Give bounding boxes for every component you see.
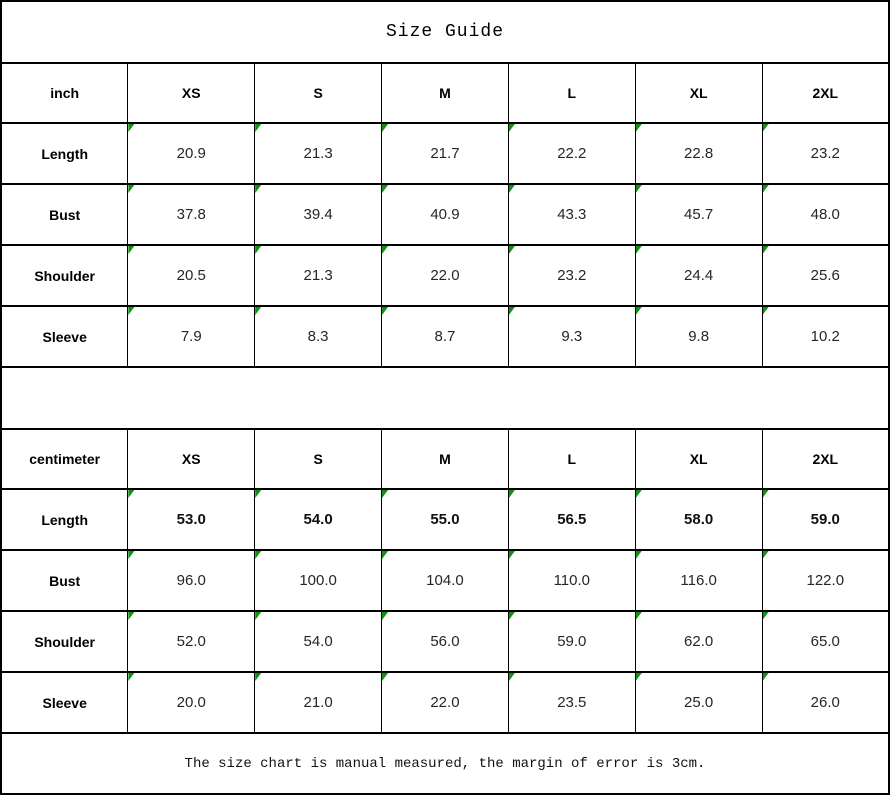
row-label: Bust [1,184,128,245]
footer-row [1,733,889,794]
size-header-l: L [508,63,635,123]
size-value-cell: 45.7 [635,184,762,245]
size-value-cell: 21.3 [255,245,382,306]
page-title: Size Guide [1,1,889,63]
row-label: Bust [1,550,128,611]
spacer-cell [1,367,889,429]
row-label: Shoulder [1,611,128,672]
table-row-cm-shoulder [1,611,889,672]
size-value-cell: 22.2 [508,123,635,184]
size-value-cell: 9.3 [508,306,635,367]
size-value-cell: 62.0 [635,611,762,672]
size-value-cell: 48.0 [762,184,889,245]
size-value-cell: 21.0 [255,672,382,733]
size-value-cell: 10.2 [762,306,889,367]
size-header-m: M [382,63,509,123]
size-value-cell: 100.0 [255,550,382,611]
title-row [1,1,889,63]
size-value-cell: 55.0 [382,489,509,550]
size-value-cell: 23.2 [762,123,889,184]
size-value-cell: 59.0 [762,489,889,550]
size-value-cell: 54.0 [255,489,382,550]
size-value-cell: 24.4 [635,245,762,306]
size-value-cell: 110.0 [508,550,635,611]
table-row-cm-length [1,489,889,550]
unit-header-inch: inch [1,63,128,123]
size-value-cell: 25.6 [762,245,889,306]
size-value-cell: 58.0 [635,489,762,550]
size-header-xs: XS [128,63,255,123]
size-value-cell: 20.5 [128,245,255,306]
size-value-cell: 21.3 [255,123,382,184]
size-value-cell: 22.8 [635,123,762,184]
size-header-2xl: 2XL [762,429,889,489]
size-value-cell: 9.8 [635,306,762,367]
table-row-inch-bust [1,184,889,245]
spacer-row [1,367,889,429]
size-value-cell: 43.3 [508,184,635,245]
size-header-m: M [382,429,509,489]
size-header-s: S [255,63,382,123]
size-value-cell: 52.0 [128,611,255,672]
size-value-cell: 104.0 [382,550,509,611]
size-value-cell: 23.5 [508,672,635,733]
table-row-cm-sleeve [1,672,889,733]
size-header-xs: XS [128,429,255,489]
size-value-cell: 21.7 [382,123,509,184]
size-value-cell: 20.9 [128,123,255,184]
size-value-cell: 7.9 [128,306,255,367]
size-value-cell: 65.0 [762,611,889,672]
table-row-inch-shoulder [1,245,889,306]
size-value-cell: 116.0 [635,550,762,611]
size-header-l: L [508,429,635,489]
row-label: Sleeve [1,306,128,367]
size-value-cell: 26.0 [762,672,889,733]
size-value-cell: 8.3 [255,306,382,367]
size-value-cell: 96.0 [128,550,255,611]
size-value-cell: 56.0 [382,611,509,672]
row-label: Sleeve [1,672,128,733]
size-value-cell: 56.5 [508,489,635,550]
size-header-2xl: 2XL [762,63,889,123]
inch-header-row [1,63,889,123]
size-value-cell: 25.0 [635,672,762,733]
unit-header-centimeter: centimeter [1,429,128,489]
size-value-cell: 59.0 [508,611,635,672]
row-label: Length [1,489,128,550]
size-header-xl: XL [635,63,762,123]
table-row-inch-length [1,123,889,184]
row-label: Length [1,123,128,184]
table-row-cm-bust [1,550,889,611]
table-row-inch-sleeve [1,306,889,367]
cm-header-row [1,429,889,489]
size-value-cell: 54.0 [255,611,382,672]
size-value-cell: 122.0 [762,550,889,611]
size-value-cell: 8.7 [382,306,509,367]
size-value-cell: 37.8 [128,184,255,245]
size-value-cell: 20.0 [128,672,255,733]
size-value-cell: 22.0 [382,245,509,306]
row-label: Shoulder [1,245,128,306]
size-value-cell: 39.4 [255,184,382,245]
size-value-cell: 22.0 [382,672,509,733]
size-value-cell: 40.9 [382,184,509,245]
size-value-cell: 23.2 [508,245,635,306]
size-header-xl: XL [635,429,762,489]
measurement-note: The size chart is manual measured, the margin of error is 3cm. [1,733,889,794]
size-header-s: S [255,429,382,489]
size-value-cell: 53.0 [128,489,255,550]
